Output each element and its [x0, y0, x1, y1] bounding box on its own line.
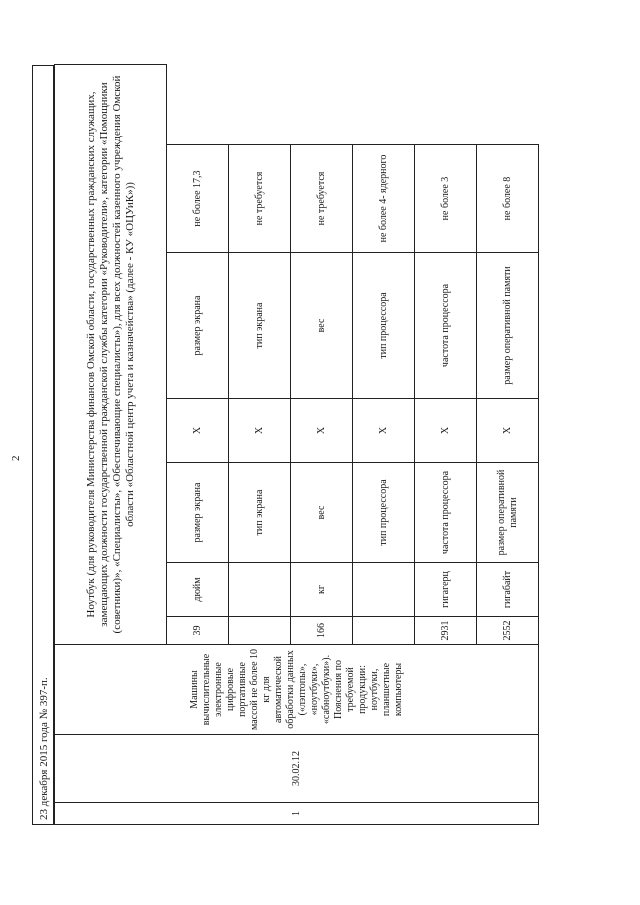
characteristic-2: вес [291, 253, 353, 399]
document-reference: 23 декабря 2015 года № 397-п. [32, 65, 54, 825]
okpd-code: 30.02.12 [55, 735, 539, 803]
value: не более 8 [477, 145, 539, 253]
characteristic: тип экрана [229, 463, 291, 563]
okei-code: 166 [291, 617, 353, 645]
unit: гигагерц [415, 563, 477, 617]
value: не требуется [229, 145, 291, 253]
mark: Х [415, 399, 477, 463]
characteristic-2: тип процессора [353, 253, 415, 399]
characteristic: частота процессора [415, 463, 477, 563]
characteristic: тип процессора [353, 463, 415, 563]
mark: Х [477, 399, 539, 463]
notebook-title: Ноутбук (для руководителя Министерства финансов Омской области, государственных гражданских служащих, замещающих должности государственной гражданской службы категории «Руководители», категории «Помощники (советники)», «Специалисты», «Обеспечивающие специалисты»), для всех должностей казенного учреждения Омской области «Областной центр учета и казначейства» (далее - КУ «ОЦУиК»)) [55, 65, 167, 645]
mark: Х [353, 399, 415, 463]
okpd-name: Машины вычислительные электронные цифровые портативные массой не более 10 кг для автоматической обработки данных («лэптопы», «ноутбуки», «сабноутбуки»). Пояснения по требуемой продукции: ноутбуки, планшетные компьютеры [55, 645, 539, 735]
value: не более 17,3 [167, 145, 229, 253]
unit: гигабайт [477, 563, 539, 617]
mark: Х [167, 399, 229, 463]
unit [229, 563, 291, 617]
row-number: 1 [55, 803, 539, 825]
characteristic-2: размер экрана [167, 253, 229, 399]
page-number: 2 [10, 455, 22, 461]
characteristic-2: размер оперативной памяти [477, 253, 539, 399]
requirements-table [54, 64, 539, 825]
characteristic-2: тип экрана [229, 253, 291, 399]
okei-code [353, 617, 415, 645]
value: не требуется [291, 145, 353, 253]
mark: Х [229, 399, 291, 463]
unit [353, 563, 415, 617]
value: не более 3 [415, 145, 477, 253]
unit: кг [291, 563, 353, 617]
okei-code [229, 617, 291, 645]
characteristic: размер оперативной памяти [477, 463, 539, 563]
characteristic: вес [291, 463, 353, 563]
unit: дюйм [167, 563, 229, 617]
value: не более 4- ядерного [353, 145, 415, 253]
mark: Х [291, 399, 353, 463]
okei-code: 2552 [477, 617, 539, 645]
okei-code: 2931 [415, 617, 477, 645]
okei-code: 39 [167, 617, 229, 645]
characteristic: размер экрана [167, 463, 229, 563]
characteristic-2: частота процессора [415, 253, 477, 399]
